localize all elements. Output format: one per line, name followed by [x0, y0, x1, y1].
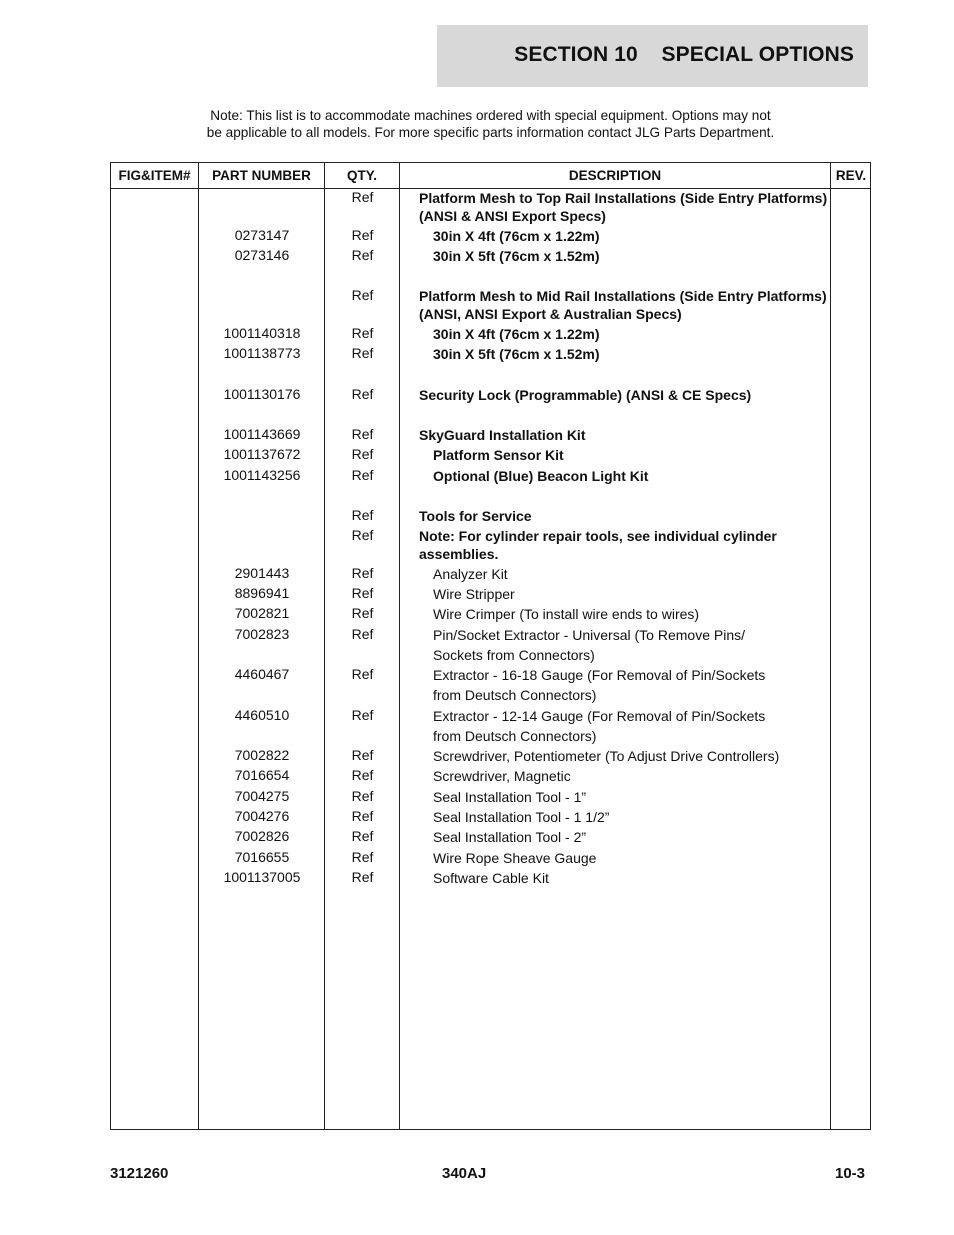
footer-doc-number: 3121260 — [110, 1165, 169, 1182]
description-cell — [433, 666, 853, 704]
part-number-cell: 7016655 — [234, 849, 290, 865]
description-cell — [433, 747, 853, 765]
description-cell — [433, 565, 853, 583]
part-number-cell: 7002826 — [234, 828, 290, 844]
qty-cell: Ref — [351, 467, 374, 483]
header-description: DESCRIPTION — [568, 168, 662, 183]
qty-cell: Ref — [351, 666, 374, 682]
part-number-cell: 1001143669 — [223, 426, 301, 442]
equipment-note — [110, 107, 871, 141]
qty-cell: Ref — [351, 247, 374, 263]
part-number-cell: 7002822 — [234, 747, 290, 763]
part-number-cell: 7002823 — [234, 626, 290, 642]
part-number-cell: 7002821 — [234, 605, 290, 621]
qty-cell: Ref — [351, 605, 374, 621]
qty-cell: Ref — [351, 446, 374, 462]
qty-cell: Ref — [351, 227, 374, 243]
description-cell — [433, 605, 853, 623]
description-cell — [433, 707, 853, 745]
footer-model: 340AJ — [442, 1165, 487, 1182]
description-line: from Deutsch Connectors) — [433, 687, 597, 703]
qty-cell: Ref — [351, 426, 374, 442]
qty-cell: Ref — [351, 507, 374, 523]
description-cell — [433, 849, 853, 867]
part-number-cell: 0273146 — [234, 247, 290, 263]
description-line: Optional (Blue) Beacon Light Kit — [433, 468, 649, 484]
header-fig-item: FIG&ITEM# — [118, 168, 191, 183]
qty-cell: Ref — [351, 287, 374, 303]
part-number-cell: 7016654 — [234, 767, 290, 783]
description-line: Platform Sensor Kit — [433, 447, 564, 463]
qty-cell: Ref — [351, 345, 374, 361]
qty-cell: Ref — [351, 869, 374, 885]
section-header — [437, 25, 868, 87]
part-number-cell: 2901443 — [234, 565, 290, 581]
description-cell — [419, 507, 839, 525]
description-cell — [433, 247, 853, 265]
description-line: Analyzer Kit — [433, 566, 508, 582]
description-line: Note: For cylinder repair tools, see individual cylinder — [419, 528, 777, 544]
description-line: 30in X 5ft (76cm x 1.52m) — [433, 248, 600, 264]
part-number-cell: 1001130176 — [223, 386, 301, 402]
part-number-cell: 1001138773 — [223, 345, 301, 361]
description-line: Wire Stripper — [433, 586, 515, 602]
description-line: Wire Rope Sheave Gauge — [433, 850, 597, 866]
description-line: Seal Installation Tool - 2” — [433, 829, 587, 845]
description-cell — [433, 325, 853, 343]
description-line: Sockets from Connectors) — [433, 647, 595, 663]
part-number-cell: 1001140318 — [223, 325, 301, 341]
description-line: from Deutsch Connectors) — [433, 728, 597, 744]
description-cell — [433, 828, 853, 846]
column-divider — [198, 163, 199, 1129]
description-cell — [419, 287, 839, 323]
description-line: 30in X 5ft (76cm x 1.52m) — [433, 346, 600, 362]
description-line: Software Cable Kit — [433, 870, 549, 886]
description-line: (ANSI, ANSI Export & Australian Specs) — [419, 306, 682, 322]
description-cell — [433, 446, 853, 464]
header-qty: QTY. — [346, 168, 377, 183]
parts-table — [110, 162, 871, 1130]
description-line: Security Lock (Programmable) (ANSI & CE Specs) — [419, 387, 752, 403]
description-cell — [433, 626, 853, 664]
description-line: Platform Mesh to Mid Rail Installations (Side Entry Platforms) — [419, 288, 827, 304]
qty-cell: Ref — [351, 565, 374, 581]
description-cell — [433, 869, 853, 887]
description-line: 30in X 4ft (76cm x 1.22m) — [433, 228, 600, 244]
description-line: Screwdriver, Magnetic — [433, 768, 571, 784]
qty-cell: Ref — [351, 626, 374, 642]
description-cell — [419, 527, 839, 563]
description-line: Platform Mesh to Top Rail Installations (Side Entry Platforms) — [419, 190, 828, 206]
part-number-cell: 1001143256 — [223, 467, 301, 483]
part-number-cell: 4460510 — [234, 707, 290, 723]
qty-cell: Ref — [351, 585, 374, 601]
description-cell — [433, 788, 853, 806]
note-line-1: Note: This list is to accommodate machines ordered with special equipment. Options may not — [210, 108, 771, 123]
qty-cell: Ref — [351, 527, 374, 543]
description-cell — [433, 767, 853, 785]
description-line: 30in X 4ft (76cm x 1.22m) — [433, 326, 600, 342]
part-number-cell: 8896941 — [234, 585, 290, 601]
section-title: SECTION 10 SPECIAL OPTIONS — [514, 43, 854, 66]
description-cell — [433, 585, 853, 603]
header-part-number: PART NUMBER — [212, 168, 311, 183]
description-line: Extractor - 16-18 Gauge (For Removal of Pin/Sockets — [433, 667, 766, 683]
qty-cell: Ref — [351, 707, 374, 723]
part-number-cell: 7004275 — [234, 788, 290, 804]
qty-cell: Ref — [351, 808, 374, 824]
qty-cell: Ref — [351, 189, 374, 205]
description-cell — [419, 386, 839, 404]
qty-cell: Ref — [351, 386, 374, 402]
qty-cell: Ref — [351, 325, 374, 341]
qty-cell: Ref — [351, 849, 374, 865]
description-cell — [433, 345, 853, 363]
description-line: SkyGuard Installation Kit — [419, 427, 586, 443]
description-line: Seal Installation Tool - 1” — [433, 789, 587, 805]
footer-page-number: 10-3 — [835, 1165, 866, 1182]
part-number-cell: 1001137672 — [223, 446, 301, 462]
qty-cell: Ref — [351, 767, 374, 783]
description-line: Extractor - 12-14 Gauge (For Removal of Pin/Sockets — [433, 708, 766, 724]
description-line: Wire Crimper (To install wire ends to wires) — [433, 606, 700, 622]
part-number-cell: 7004276 — [234, 808, 290, 824]
description-cell — [419, 426, 839, 444]
description-line: Pin/Socket Extractor - Universal (To Remove Pins/ — [433, 627, 745, 643]
description-line: (ANSI & ANSI Export Specs) — [419, 208, 606, 224]
part-number-cell: 4460467 — [234, 666, 290, 682]
description-line: assemblies. — [419, 546, 499, 562]
qty-cell: Ref — [351, 788, 374, 804]
description-line: Tools for Service — [419, 508, 532, 524]
description-cell — [433, 808, 853, 826]
part-number-cell: 1001137005 — [223, 869, 301, 885]
description-cell — [419, 189, 839, 225]
description-cell — [433, 467, 853, 485]
description-line: Screwdriver, Potentiometer (To Adjust Drive Controllers) — [433, 748, 780, 764]
description-line: Seal Installation Tool - 1 1/2” — [433, 809, 610, 825]
description-cell — [433, 227, 853, 245]
qty-cell: Ref — [351, 747, 374, 763]
column-divider — [324, 163, 325, 1129]
header-rev: REV. — [835, 168, 867, 183]
part-number-cell: 0273147 — [234, 227, 290, 243]
column-divider — [399, 163, 400, 1129]
qty-cell: Ref — [351, 828, 374, 844]
note-line-2: be applicable to all models. For more specific parts information contact JLG Parts Department. — [206, 125, 775, 140]
